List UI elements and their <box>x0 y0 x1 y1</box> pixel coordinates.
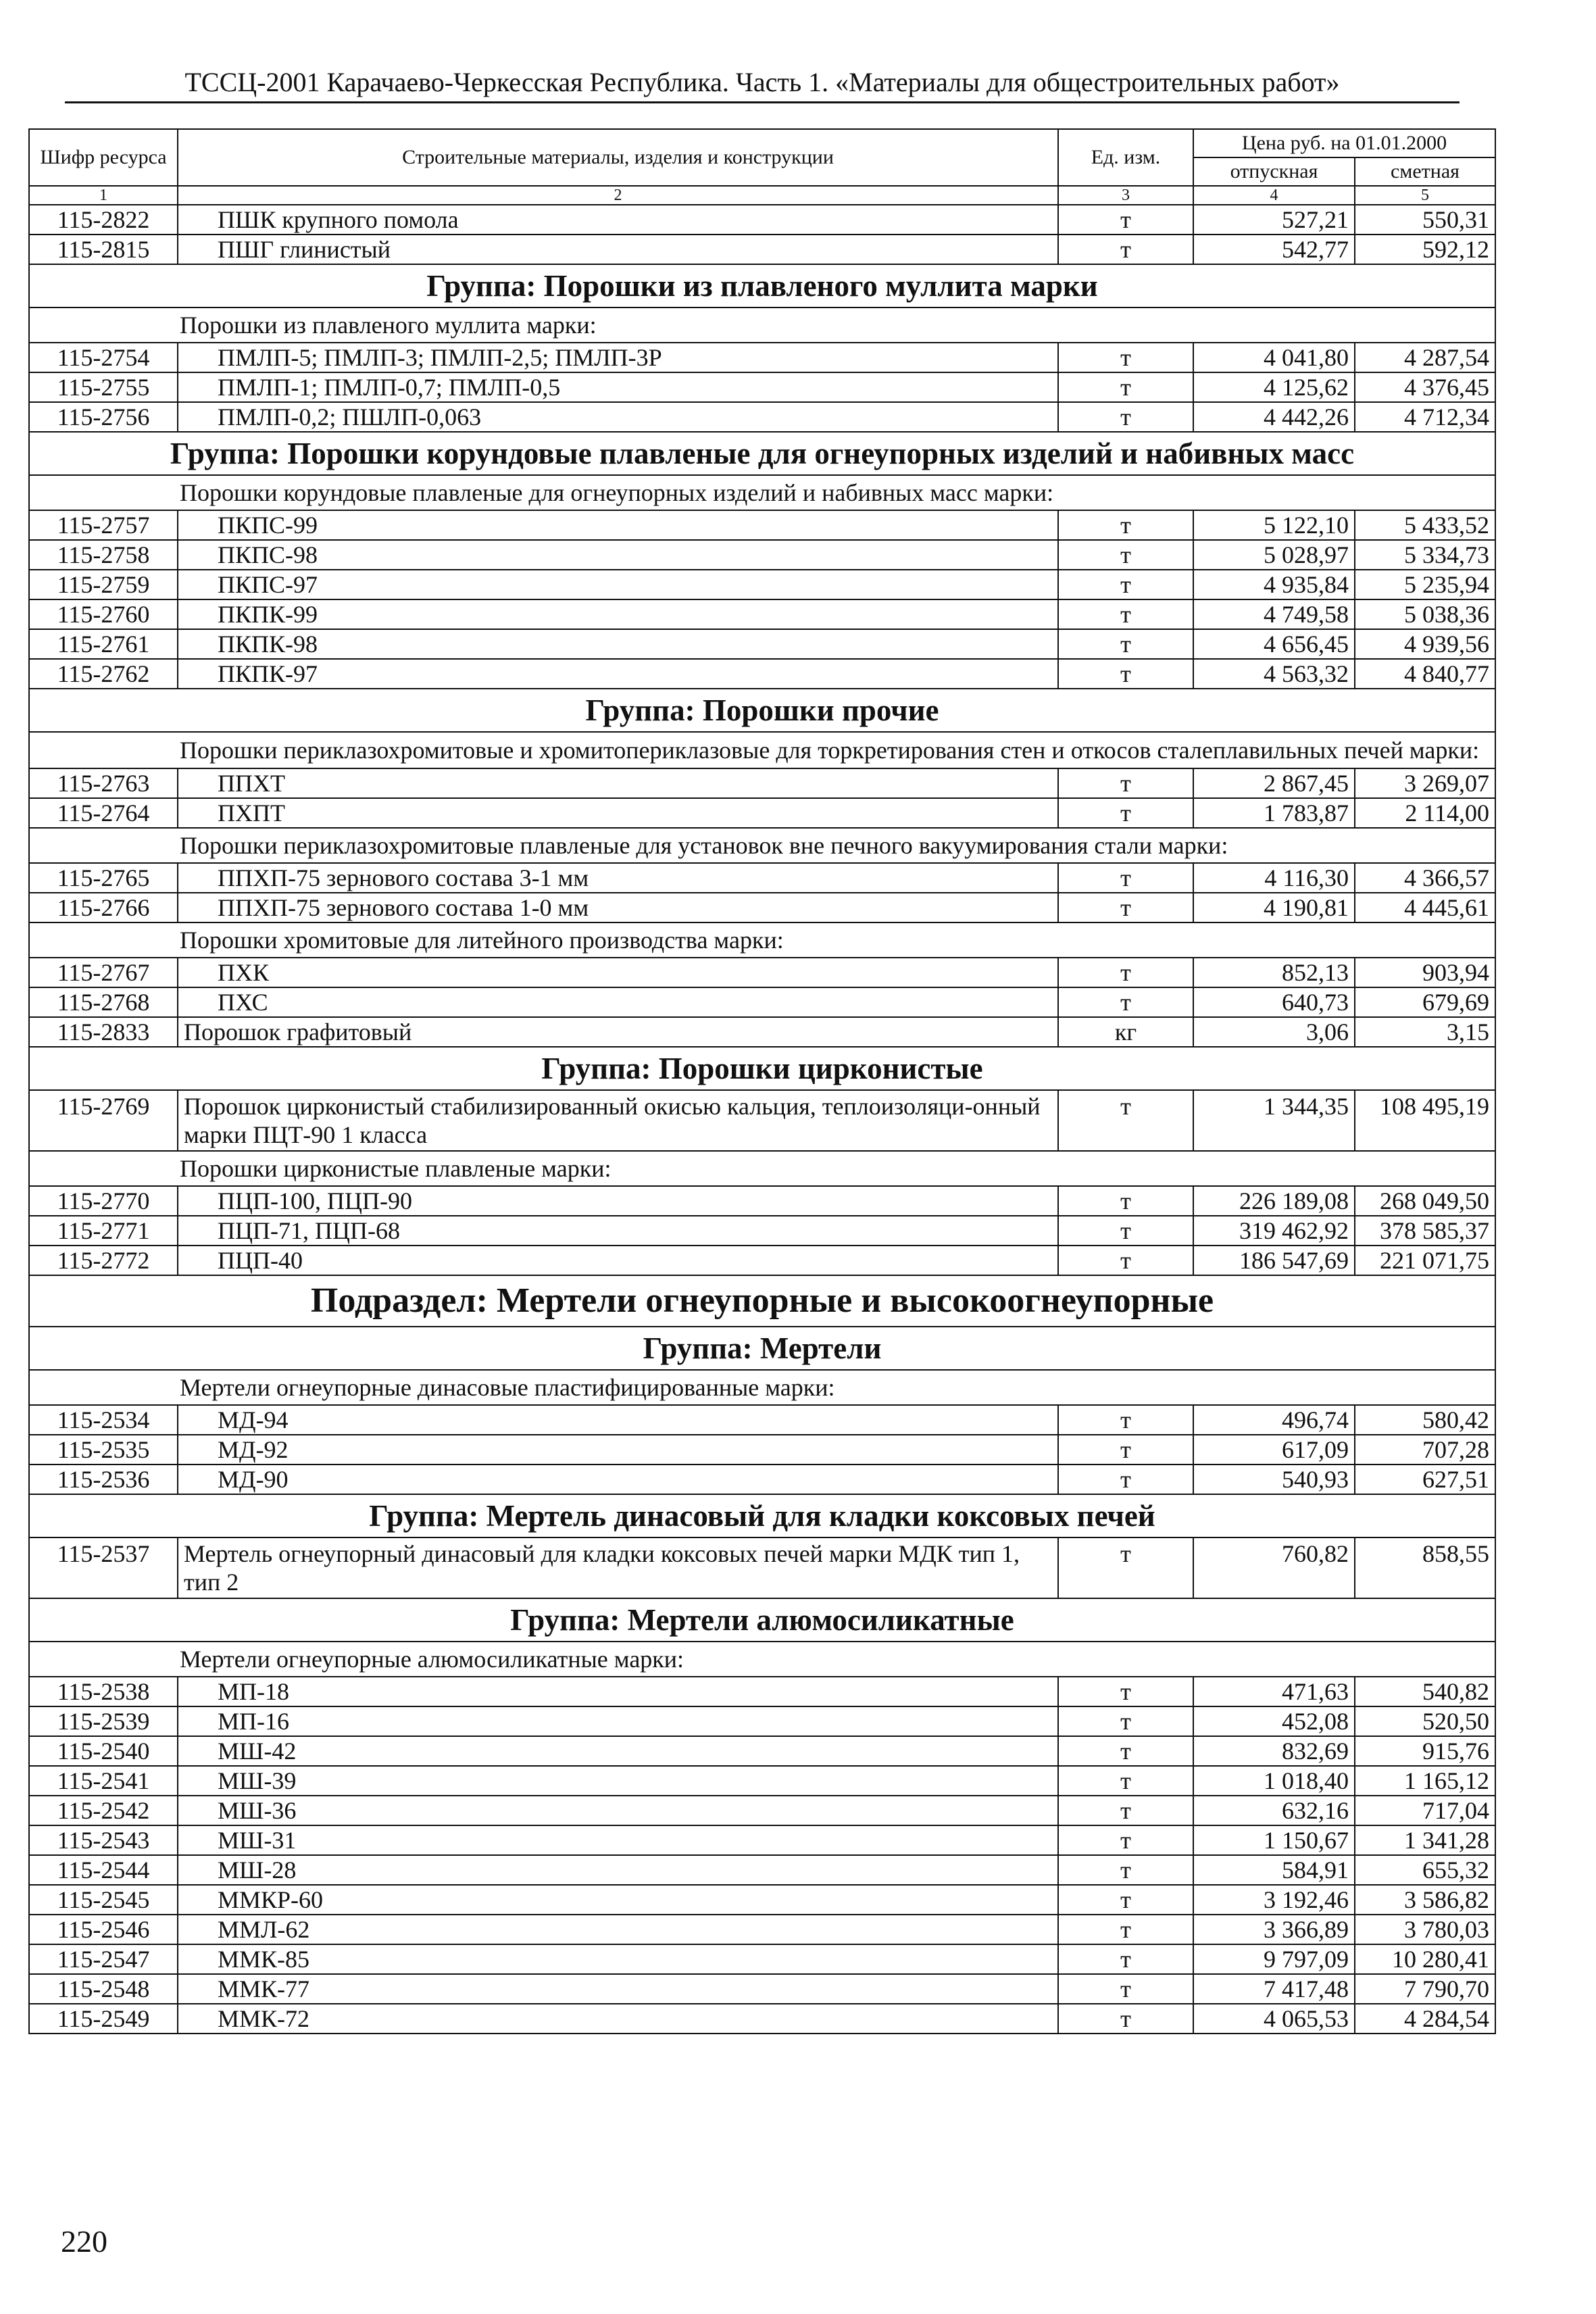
material-name: МД-90 <box>178 1464 1058 1494</box>
release-price: 632,16 <box>1193 1796 1355 1825</box>
resource-code: 115-2833 <box>29 1017 178 1047</box>
table-row <box>29 863 1495 893</box>
estimate-price: 7 790,70 <box>1355 1974 1495 2004</box>
resource-code: 115-2543 <box>29 1825 178 1855</box>
table-row <box>29 402 1495 432</box>
resource-code: 115-2541 <box>29 1766 178 1796</box>
resource-code: 115-2758 <box>29 540 178 570</box>
group-note-row <box>29 732 1495 768</box>
column-header-unit: Ед. изм. <box>1058 129 1193 186</box>
table-row <box>29 510 1495 540</box>
estimate-price: 4 712,34 <box>1355 402 1495 432</box>
group-note-row <box>29 922 1495 958</box>
table-row <box>29 1855 1495 1885</box>
material-name: МД-94 <box>178 1405 1058 1435</box>
material-name: ПМЛП-0,2; ПШЛП-0,063 <box>178 402 1058 432</box>
material-name: МД-92 <box>178 1435 1058 1464</box>
release-price: 4 125,62 <box>1193 372 1355 402</box>
resource-code: 115-2755 <box>29 372 178 402</box>
table-row <box>29 1017 1495 1047</box>
resource-code: 115-2536 <box>29 1464 178 1494</box>
group-heading: Группа: Порошки цирконистые <box>29 1047 1495 1090</box>
table-row <box>29 768 1495 798</box>
estimate-price: 4 939,56 <box>1355 629 1495 659</box>
resource-code: 115-2764 <box>29 798 178 828</box>
group-note-row <box>29 1642 1495 1677</box>
estimate-price: 627,51 <box>1355 1464 1495 1494</box>
material-name: ППХТ <box>178 768 1058 798</box>
column-header-name: Строительные материалы, изделия и конструкции <box>178 129 1058 186</box>
group-heading-row <box>29 689 1495 732</box>
column-header-release: отпускная <box>1193 157 1355 186</box>
resource-code: 115-2539 <box>29 1706 178 1736</box>
group-heading-row <box>29 432 1495 475</box>
release-price: 640,73 <box>1193 987 1355 1017</box>
estimate-price: 4 366,57 <box>1355 863 1495 893</box>
release-price: 5 122,10 <box>1193 510 1355 540</box>
table-body <box>29 205 1495 2034</box>
material-name: ПМЛП-5; ПМЛП-3; ПМЛП-2,5; ПМЛП-3Р <box>178 343 1058 372</box>
resource-code: 115-2761 <box>29 629 178 659</box>
release-price: 452,08 <box>1193 1706 1355 1736</box>
estimate-price: 858,55 <box>1355 1537 1495 1598</box>
table-row <box>29 2004 1495 2034</box>
table-row <box>29 893 1495 922</box>
material-name: ММК-77 <box>178 1974 1058 2004</box>
material-name: ПКПК-97 <box>178 659 1058 689</box>
resource-code: 115-2540 <box>29 1736 178 1766</box>
unit-of-measure: т <box>1058 1736 1193 1766</box>
table-row <box>29 540 1495 570</box>
unit-of-measure: т <box>1058 570 1193 599</box>
release-price: 1 150,67 <box>1193 1825 1355 1855</box>
resource-code: 115-2815 <box>29 235 178 264</box>
material-name: ПКПС-99 <box>178 510 1058 540</box>
group-note: Мертели огнеупорные алюмосиликатные марки: <box>29 1642 1495 1677</box>
resource-code: 115-2757 <box>29 510 178 540</box>
group-heading-row <box>29 1327 1495 1370</box>
material-name: ПКПС-98 <box>178 540 1058 570</box>
release-price: 540,93 <box>1193 1464 1355 1494</box>
release-price: 496,74 <box>1193 1405 1355 1435</box>
resource-code: 115-2770 <box>29 1186 178 1216</box>
material-name: ПХС <box>178 987 1058 1017</box>
resource-code: 115-2771 <box>29 1216 178 1246</box>
unit-of-measure: т <box>1058 958 1193 987</box>
material-name: ПКПС-97 <box>178 570 1058 599</box>
unit-of-measure: т <box>1058 402 1193 432</box>
group-note-row <box>29 1151 1495 1186</box>
release-price: 186 547,69 <box>1193 1246 1355 1275</box>
table-row <box>29 629 1495 659</box>
material-name: ПКПК-98 <box>178 629 1058 659</box>
estimate-price: 1 165,12 <box>1355 1766 1495 1796</box>
resource-code: 115-2762 <box>29 659 178 689</box>
subsection-heading-row <box>29 1275 1495 1327</box>
unit-of-measure: т <box>1058 798 1193 828</box>
estimate-price: 3 780,03 <box>1355 1915 1495 1944</box>
resource-code: 115-2769 <box>29 1090 178 1151</box>
table-row <box>29 1974 1495 2004</box>
material-name: МШ-42 <box>178 1736 1058 1766</box>
unit-of-measure: т <box>1058 893 1193 922</box>
estimate-price: 268 049,50 <box>1355 1186 1495 1216</box>
resource-code: 115-2768 <box>29 987 178 1017</box>
resource-code: 115-2822 <box>29 205 178 235</box>
group-note: Порошки периклазохромитовые плавленые для установок вне печного вакуумирования стали марки: <box>29 828 1495 863</box>
release-price: 2 867,45 <box>1193 768 1355 798</box>
group-heading-row <box>29 1494 1495 1537</box>
release-price: 832,69 <box>1193 1736 1355 1766</box>
estimate-price: 5 235,94 <box>1355 570 1495 599</box>
release-price: 852,13 <box>1193 958 1355 987</box>
release-price: 5 028,97 <box>1193 540 1355 570</box>
release-price: 9 797,09 <box>1193 1944 1355 1974</box>
material-name: ППХП-75 зернового состава 1-0 мм <box>178 893 1058 922</box>
group-heading: Группа: Мертели <box>29 1327 1495 1370</box>
estimate-price: 108 495,19 <box>1355 1090 1495 1151</box>
release-price: 527,21 <box>1193 205 1355 235</box>
material-name: МП-18 <box>178 1677 1058 1706</box>
column-header-code: Шифр ресурса <box>29 129 178 186</box>
material-name: Порошок графитовый <box>178 1017 1058 1047</box>
group-heading-row <box>29 264 1495 307</box>
group-heading: Группа: Мертель динасовый для кладки коксовых печей <box>29 1494 1495 1537</box>
column-number: 1 <box>29 186 178 205</box>
estimate-price: 655,32 <box>1355 1855 1495 1885</box>
material-name: ММЛ-62 <box>178 1915 1058 1944</box>
release-price: 4 935,84 <box>1193 570 1355 599</box>
page-number: 220 <box>61 2224 107 2259</box>
unit-of-measure: т <box>1058 510 1193 540</box>
unit-of-measure: т <box>1058 235 1193 264</box>
material-name: ПЦП-100, ПЦП-90 <box>178 1186 1058 1216</box>
group-heading: Группа: Порошки корундовые плавленые для огнеупорных изделий и набивных масс <box>29 432 1495 475</box>
table-row <box>29 1766 1495 1796</box>
group-heading: Группа: Мертели алюмосиликатные <box>29 1598 1495 1642</box>
table-row <box>29 1246 1495 1275</box>
resource-code: 115-2754 <box>29 343 178 372</box>
table-row <box>29 343 1495 372</box>
unit-of-measure: т <box>1058 1435 1193 1464</box>
unit-of-measure: т <box>1058 1974 1193 2004</box>
unit-of-measure: т <box>1058 205 1193 235</box>
table-row <box>29 205 1495 235</box>
unit-of-measure: т <box>1058 659 1193 689</box>
resource-code: 115-2763 <box>29 768 178 798</box>
resource-code: 115-2548 <box>29 1974 178 2004</box>
resource-code: 115-2759 <box>29 570 178 599</box>
unit-of-measure: т <box>1058 1766 1193 1796</box>
group-heading-row <box>29 1047 1495 1090</box>
table-row <box>29 1464 1495 1494</box>
unit-of-measure: т <box>1058 1405 1193 1435</box>
table-row <box>29 1944 1495 1974</box>
column-number: 2 <box>178 186 1058 205</box>
table-row <box>29 570 1495 599</box>
estimate-price: 580,42 <box>1355 1405 1495 1435</box>
column-number: 4 <box>1193 186 1355 205</box>
table-row <box>29 659 1495 689</box>
material-name: ПМЛП-1; ПМЛП-0,7; ПМЛП-0,5 <box>178 372 1058 402</box>
column-header-estimate: сметная <box>1355 157 1495 186</box>
table-row <box>29 1796 1495 1825</box>
table-row <box>29 1885 1495 1915</box>
material-name: ПШК крупного помола <box>178 205 1058 235</box>
release-price: 7 417,48 <box>1193 1974 1355 2004</box>
unit-of-measure: т <box>1058 1855 1193 1885</box>
estimate-price: 4 284,54 <box>1355 2004 1495 2034</box>
subsection-heading: Подраздел: Мертели огнеупорные и высокоогнеупорные <box>29 1275 1495 1327</box>
group-note-row <box>29 1370 1495 1405</box>
material-name: ППХП-75 зернового состава 3-1 мм <box>178 863 1058 893</box>
column-number: 3 <box>1058 186 1193 205</box>
resource-code: 115-2767 <box>29 958 178 987</box>
unit-of-measure: т <box>1058 1915 1193 1944</box>
material-name: ПШГ глинистый <box>178 235 1058 264</box>
release-price: 1 018,40 <box>1193 1766 1355 1796</box>
column-header-price: Цена руб. на 01.01.2000 <box>1193 129 1495 157</box>
column-number: 5 <box>1355 186 1495 205</box>
unit-of-measure: т <box>1058 1825 1193 1855</box>
estimate-price: 4 840,77 <box>1355 659 1495 689</box>
group-note-row <box>29 828 1495 863</box>
estimate-price: 5 433,52 <box>1355 510 1495 540</box>
release-price: 1 783,87 <box>1193 798 1355 828</box>
unit-of-measure: т <box>1058 1796 1193 1825</box>
estimate-price: 4 376,45 <box>1355 372 1495 402</box>
unit-of-measure: т <box>1058 540 1193 570</box>
estimate-price: 5 334,73 <box>1355 540 1495 570</box>
price-table <box>28 128 1496 2034</box>
unit-of-measure: кг <box>1058 1017 1193 1047</box>
resource-code: 115-2546 <box>29 1915 178 1944</box>
release-price: 4 749,58 <box>1193 599 1355 629</box>
unit-of-measure: т <box>1058 599 1193 629</box>
estimate-price: 2 114,00 <box>1355 798 1495 828</box>
material-name: МП-16 <box>178 1706 1058 1736</box>
table-row <box>29 599 1495 629</box>
material-name: ММК-72 <box>178 2004 1058 2034</box>
estimate-price: 903,94 <box>1355 958 1495 987</box>
release-price: 3 366,89 <box>1193 1915 1355 1944</box>
group-note-row <box>29 307 1495 343</box>
estimate-price: 592,12 <box>1355 235 1495 264</box>
unit-of-measure: т <box>1058 2004 1193 2034</box>
table-row <box>29 1677 1495 1706</box>
group-note: Порошки хромитовые для литейного производства марки: <box>29 922 1495 958</box>
unit-of-measure: т <box>1058 1677 1193 1706</box>
page-header: ТССЦ-2001 Карачаево-Черкесская Республика. Часть 1. «Материалы для общестроительных работ» <box>184 67 1340 97</box>
material-name: ПКПК-99 <box>178 599 1058 629</box>
group-heading: Группа: Порошки прочие <box>29 689 1495 732</box>
release-price: 319 462,92 <box>1193 1216 1355 1246</box>
material-name: ПЦП-71, ПЦП-68 <box>178 1216 1058 1246</box>
estimate-price: 520,50 <box>1355 1706 1495 1736</box>
estimate-price: 5 038,36 <box>1355 599 1495 629</box>
unit-of-measure: т <box>1058 1216 1193 1246</box>
estimate-price: 540,82 <box>1355 1677 1495 1706</box>
estimate-price: 550,31 <box>1355 205 1495 235</box>
table-row <box>29 1216 1495 1246</box>
group-note: Порошки цирконистые плавленые марки: <box>29 1151 1495 1186</box>
material-name: ПЦП-40 <box>178 1246 1058 1275</box>
release-price: 4 563,32 <box>1193 659 1355 689</box>
unit-of-measure: т <box>1058 863 1193 893</box>
unit-of-measure: т <box>1058 372 1193 402</box>
estimate-price: 4 445,61 <box>1355 893 1495 922</box>
release-price: 471,63 <box>1193 1677 1355 1706</box>
material-name: ПХК <box>178 958 1058 987</box>
table-row <box>29 1736 1495 1766</box>
unit-of-measure: т <box>1058 1186 1193 1216</box>
estimate-price: 10 280,41 <box>1355 1944 1495 1974</box>
group-note-row <box>29 475 1495 510</box>
unit-of-measure: т <box>1058 1464 1193 1494</box>
table-row <box>29 1435 1495 1464</box>
table-row <box>29 1706 1495 1736</box>
resource-code: 115-2534 <box>29 1405 178 1435</box>
group-heading: Группа: Порошки из плавленого муллита марки <box>29 264 1495 307</box>
table-row <box>29 1915 1495 1944</box>
material-name: ММК-85 <box>178 1944 1058 1974</box>
unit-of-measure: т <box>1058 629 1193 659</box>
material-name: МШ-28 <box>178 1855 1058 1885</box>
unit-of-measure: т <box>1058 1537 1193 1598</box>
resource-code: 115-2760 <box>29 599 178 629</box>
table-row <box>29 1825 1495 1855</box>
estimate-price: 679,69 <box>1355 987 1495 1017</box>
group-note: Порошки из плавленого муллита марки: <box>29 307 1495 343</box>
table-row <box>29 1186 1495 1216</box>
release-price: 4 116,30 <box>1193 863 1355 893</box>
table-row <box>29 987 1495 1017</box>
header-rule <box>65 101 1460 103</box>
release-price: 4 656,45 <box>1193 629 1355 659</box>
release-price: 584,91 <box>1193 1855 1355 1885</box>
group-note: Порошки периклазохромитовые и хромитопериклазовые для торкретирования стен и откосов сталеплавильных печей марки: <box>29 732 1495 768</box>
estimate-price: 3 586,82 <box>1355 1885 1495 1915</box>
resource-code: 115-2535 <box>29 1435 178 1464</box>
material-name: Порошок цирконистый стабилизированный окисью кальция, теплоизоляци-онный марки ПЦТ-90 1 класса <box>178 1090 1058 1151</box>
table-row <box>29 372 1495 402</box>
unit-of-measure: т <box>1058 1944 1193 1974</box>
release-price: 1 344,35 <box>1193 1090 1355 1151</box>
table-row <box>29 958 1495 987</box>
table-row <box>29 798 1495 828</box>
release-price: 226 189,08 <box>1193 1186 1355 1216</box>
resource-code: 115-2544 <box>29 1855 178 1885</box>
unit-of-measure: т <box>1058 343 1193 372</box>
group-note: Мертели огнеупорные динасовые пластифицированные марки: <box>29 1370 1495 1405</box>
estimate-price: 378 585,37 <box>1355 1216 1495 1246</box>
group-note: Порошки корундовые плавленые для огнеупорных изделий и набивных масс марки: <box>29 475 1495 510</box>
release-price: 4 065,53 <box>1193 2004 1355 2034</box>
resource-code: 115-2547 <box>29 1944 178 1974</box>
material-name: Мертель огнеупорный динасовый для кладки коксовых печей марки МДК тип 1, тип 2 <box>178 1537 1058 1598</box>
release-price: 542,77 <box>1193 235 1355 264</box>
release-price: 4 041,80 <box>1193 343 1355 372</box>
resource-code: 115-2766 <box>29 893 178 922</box>
resource-code: 115-2538 <box>29 1677 178 1706</box>
estimate-price: 915,76 <box>1355 1736 1495 1766</box>
resource-code: 115-2765 <box>29 863 178 893</box>
estimate-price: 717,04 <box>1355 1796 1495 1825</box>
table-row <box>29 1405 1495 1435</box>
release-price: 4 442,26 <box>1193 402 1355 432</box>
resource-code: 115-2545 <box>29 1885 178 1915</box>
release-price: 3,06 <box>1193 1017 1355 1047</box>
estimate-price: 4 287,54 <box>1355 343 1495 372</box>
resource-code: 115-2537 <box>29 1537 178 1598</box>
resource-code: 115-2772 <box>29 1246 178 1275</box>
estimate-price: 3 269,07 <box>1355 768 1495 798</box>
release-price: 617,09 <box>1193 1435 1355 1464</box>
unit-of-measure: т <box>1058 987 1193 1017</box>
resource-code: 115-2542 <box>29 1796 178 1825</box>
table-head <box>29 129 1495 205</box>
table-row <box>29 235 1495 264</box>
material-name: МШ-31 <box>178 1825 1058 1855</box>
material-name: МШ-39 <box>178 1766 1058 1796</box>
unit-of-measure: т <box>1058 768 1193 798</box>
group-heading-row <box>29 1598 1495 1642</box>
estimate-price: 3,15 <box>1355 1017 1495 1047</box>
table-row <box>29 1537 1495 1598</box>
material-name: ММКР-60 <box>178 1885 1058 1915</box>
material-name: МШ-36 <box>178 1796 1058 1825</box>
unit-of-measure: т <box>1058 1706 1193 1736</box>
unit-of-measure: т <box>1058 1090 1193 1151</box>
resource-code: 115-2549 <box>29 2004 178 2034</box>
unit-of-measure: т <box>1058 1885 1193 1915</box>
estimate-price: 1 341,28 <box>1355 1825 1495 1855</box>
material-name: ПХПТ <box>178 798 1058 828</box>
table-row <box>29 1090 1495 1151</box>
resource-code: 115-2756 <box>29 402 178 432</box>
release-price: 760,82 <box>1193 1537 1355 1598</box>
unit-of-measure: т <box>1058 1246 1193 1275</box>
estimate-price: 221 071,75 <box>1355 1246 1495 1275</box>
release-price: 4 190,81 <box>1193 893 1355 922</box>
release-price: 3 192,46 <box>1193 1885 1355 1915</box>
estimate-price: 707,28 <box>1355 1435 1495 1464</box>
